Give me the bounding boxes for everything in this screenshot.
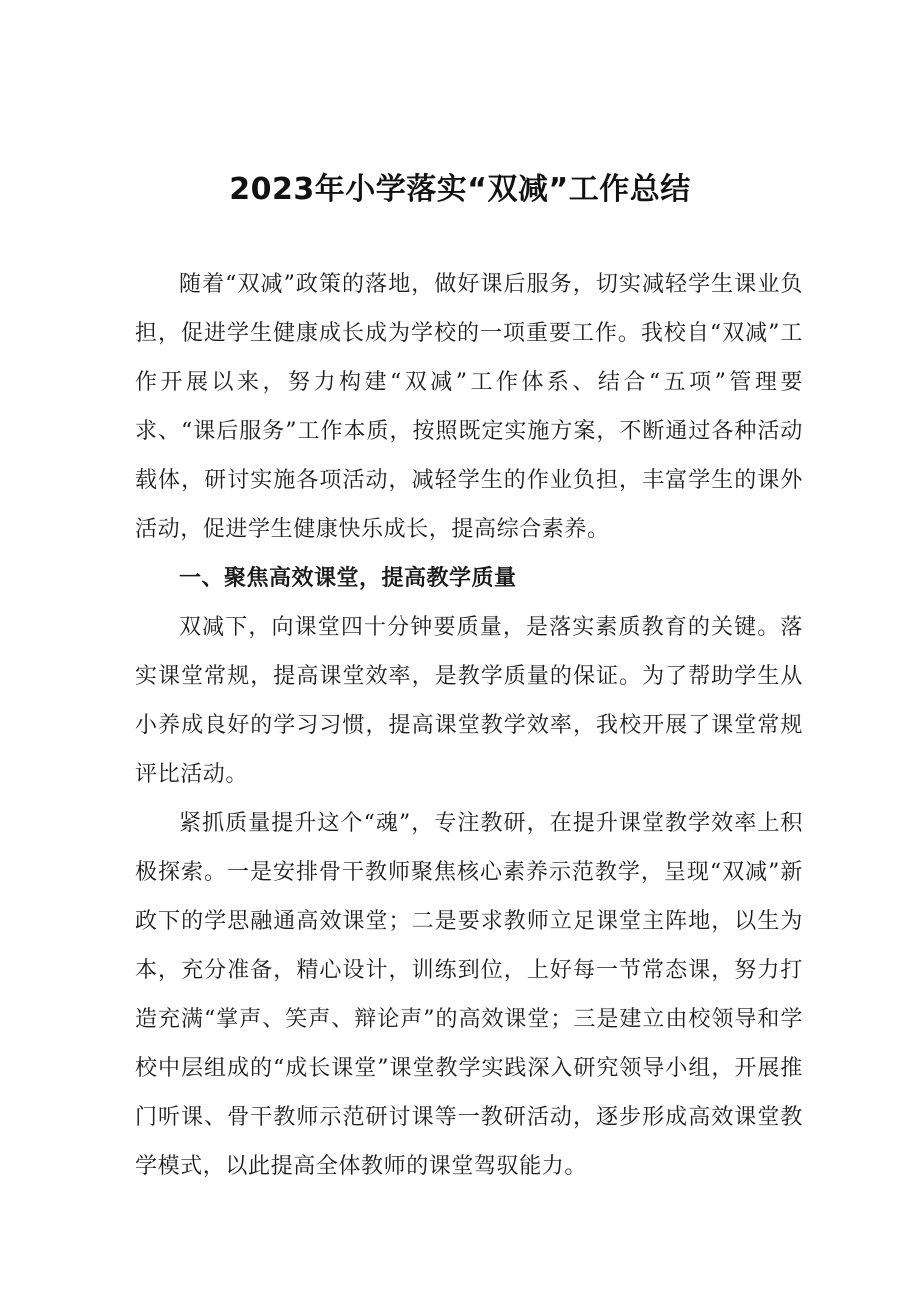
section1-paragraph-2: 紧抓质量提升这个“魂”，专注教研，在提升课堂教学效率上积极探索。一是安排骨干教师聚焦核心素养示范教学，呈现“双减”新政下的学思融通高效课堂；二是要求教师立足课堂主阵地，以生为本，充分准备，精心设计，训练到位，上好每一节常态课，努力打造充满“掌声、笑声、辩论声”的高效课堂；三是建立由校领导和学校中层组成的“成长课堂”课堂教学实践深入研究领导小组，开展推门听课、骨干教师示范研讨课等一教研活动，逐步形成高效课堂教学模式，以此提高全体教师的课堂驾驭能力。 [135,811,803,1179]
intro-paragraph: 随着“双减”政策的落地，做好课后服务，切实减轻学生课业负担，促进学生健康成长成为学校的一项重要工作。我校自“双减”工作开展以来，努力构建“双减”工作体系、结合“五项”管理要求、“课后服务”工作本质，按照既定实施方案，不断通过各种活动载体，研讨实施各项活动，减轻学生的作业负担，丰富学生的课外活动，促进学生健康快乐成长，提高综合素养。 [135,272,803,542]
section1-paragraph-1: 双减下，向课堂四十分钟要质量，是落实素质教育的关键。落实课堂常规，提高课堂效率，是教学质量的保证。为了帮助学生从小养成良好的学习习惯，提高课堂教学效率，我校开展了课堂常规评比活动。 [135,615,803,787]
document-title: 2023年小学落实“双减”工作总结 [229,172,691,207]
section-heading-1: 一、聚焦高效课堂，提高教学质量 [179,566,517,591]
document-body [135,260,803,1191]
